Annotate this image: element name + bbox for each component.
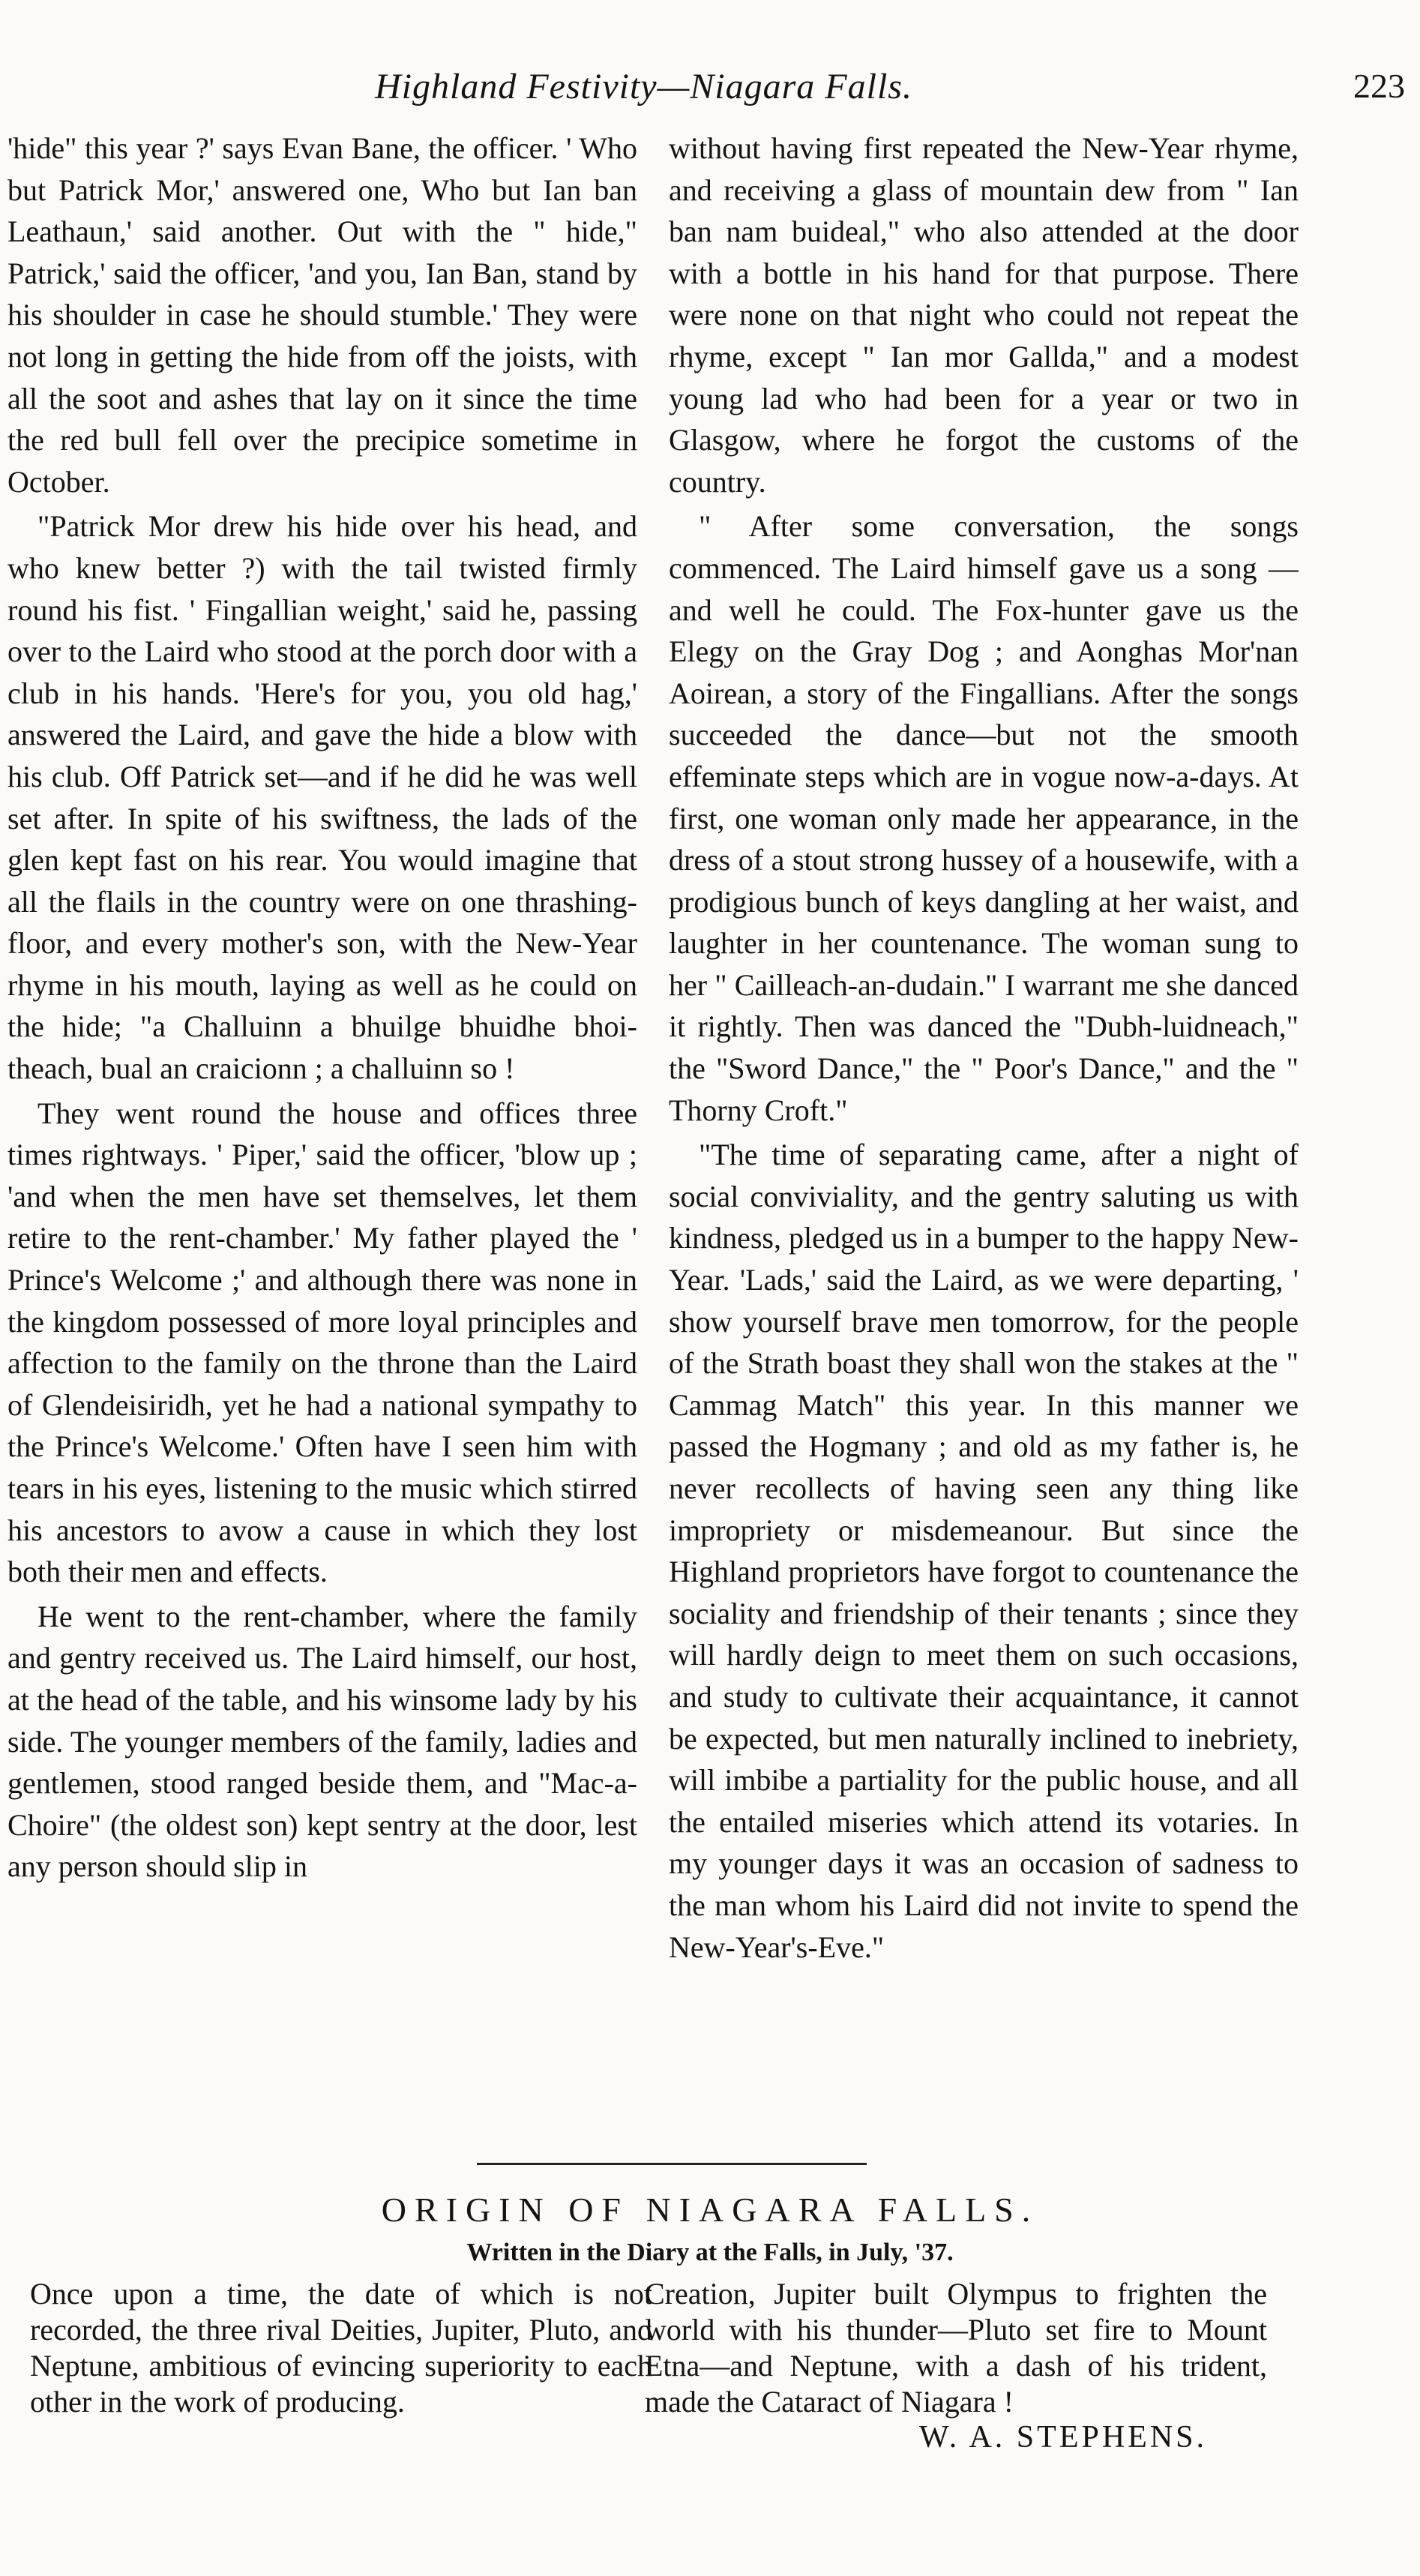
article-right-column [645, 2276, 1267, 2420]
article-left-column [30, 2276, 652, 2420]
left-column [7, 127, 637, 2115]
paragraph: "The time of separating came, after a night of social conviviality, and the gentry saluting us with kindness, pledged us in a bumper to the happy New-Year. 'Lads,' said the Laird, as we were departing, ' show yourself brave men tomorrow, for the people of the Strath boast they shall won the stakes at the " Cammag Match" this year. In this manner we passed the Hogmany ; and old as my father is, he never recollects of having seen any thing like impropriety or misdemeanour. But since the Highland proprietors have forgot to countenance the sociality and friendship of their tenants ; since they will hardly deign to meet them on such occasions, and study to cultivate their acquaintance, it cannot be expected, but men naturally inclined to inebriety, will imbibe a partiality for the public house, and all the entailed miseries which attend its votaries. In my younger days it was an occasion of sadness to the man whom his Laird did not invite to spend the New-Year's-Eve." [669, 1138, 1299, 1964]
article-title: ORIGIN OF NIAGARA FALLS. [381, 2191, 1039, 2229]
paragraph: without having first repeated the New-Year rhyme, and receiving a glass of mountain dew from " Ian ban nam buideal," who also attended at the door with a bottle in his hand for that purpose. There were none on that night who could not repeat the rhyme, except " Ian mor Gallda," and a modest young lad who had been for a year or two in Glasgow, where he forgot the customs of the country. [669, 131, 1299, 499]
paragraph: "Patrick Mor drew his hide over his head, and who knew better ?) with the tail twisted firmly round his fist. ' Fingallian weight,' said he, passing over to the Laird who stood at the porch door with a club in his hands. 'Here's for you, you old hag,' answered the Laird, and gave the hide a blow with his club. Off Patrick set—and if he did he was well set after. In spite of his swiftness, the lads of the glen kept fast on his rear. You would imagine that all the flails in the country were on one thrashing-floor, and every mother's son, with the New-Year rhyme in his mouth, laying as well as he could on the hide; "a Challuinn a bhuilge bhuidhe bhoi-theach, bual an craicionn ; a challuinn so ! [7, 509, 637, 1086]
paragraph: " After some conversation, the songs commenced. The Laird himself gave us a song —and well he could. The Fox-hunter gave us the Elegy on the Gray Dog ; and Aonghas Mor'nan Aoirean, a story of the Fingallians. After the songs succeeded the dance—but not the smooth effeminate steps which are in vogue now-a-days. At first, one woman only made her appearance, in the dress of a stout strong hussey of a housewife, with a prodigious bunch of keys dangling at her waist, and laughter in her countenance. The woman sung to her " Cailleach-an-dudain." I warrant me she danced it rightly. Then was danced the "Dubh-luidneach," the "Sword Dance," the " Poor's Dance," and the " Thorny Croft." [669, 509, 1299, 1127]
paragraph: 'hide" this year ?' says Evan Bane, the officer. ' Who but Patrick Mor,' answered one, Who but Ian ban Leathaun,' said another. Out with the " hide," Patrick,' said the officer, 'and you, Ian Ban, stand by his shoulder in case he should stumble.' They were not long in getting the hide from off the joists, with all the soot and ashes that lay on it since the time the red bull fell over the precipice sometime in October. [7, 131, 637, 499]
right-column [669, 127, 1299, 2115]
author-signature: W. A. STEPHENS. [919, 2420, 1208, 2455]
page-header [0, 66, 1420, 126]
article-text: Creation, Jupiter built Olympus to frighten the world with his thunder—Pluto set fire to Mount Etna—and Neptune, with a dash of his trident, made the Cataract of Niagara ! [645, 2277, 1267, 2419]
article-text: Once upon a time, the date of which is not recorded, the three rival Deities, Jupiter, Pluto, and Neptune, ambitious of evincing superiority to each other in the work of producing. [30, 2277, 652, 2419]
article-subtitle: Written in the Diary at the Falls, in July, '37. [466, 2239, 954, 2266]
paragraph: They went round the house and offices three times rightways. ' Piper,' said the officer, 'blow up ; 'and when the men have set themselves, let them retire to the rent-chamber.' My father played the ' Prince's Welcome ;' and although there was none in the kingdom possessed of more loyal principles and affection to the family on the throne than the Laird of Glendeisiridh, yet he had a national sympathy to the Prince's Welcome.' Often have I seen him with tears in his eyes, listening to the music which stirred his ancestors to avow a cause in which they lost both their men and effects. [7, 1096, 637, 1589]
paragraph: He went to the rent-chamber, where the family and gentry received us. The Laird himself, our host, at the head of the table, and his winsome lady by his side. The younger members of the family, ladies and gentlemen, stood ranged beside them, and "Mac-a-Choire" (the oldest son) kept sentry at the door, lest any person should slip in [7, 1599, 637, 1884]
running-title: Highland Festivity—Niagara Falls. [375, 67, 912, 106]
page-number: 223 [1353, 67, 1405, 105]
section-divider [477, 2163, 867, 2165]
